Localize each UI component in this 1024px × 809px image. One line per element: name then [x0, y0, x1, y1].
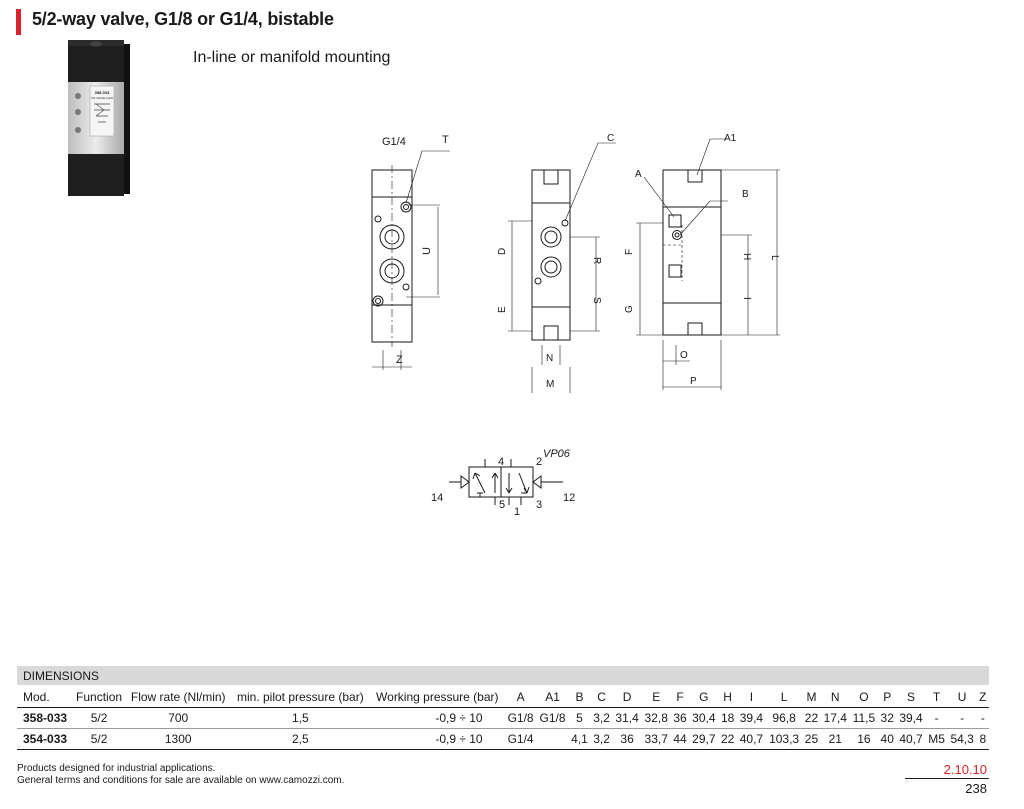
port-2: 2: [536, 456, 543, 468]
col-header: E: [652, 689, 661, 704]
label-r: R: [591, 257, 602, 265]
port-3: 3: [536, 499, 543, 511]
table-cell: 29,7: [692, 732, 716, 746]
label-h: H: [741, 253, 752, 261]
table-cell: 36: [620, 732, 634, 746]
dimensions-section: [17, 666, 989, 750]
col-header: Flow rate (Nl/min): [130, 689, 226, 704]
col-header: Function: [76, 689, 123, 704]
footer-note-line1: Products designed for industrial applications.: [17, 763, 216, 774]
col-header: S: [907, 689, 916, 704]
col-header: L: [780, 689, 788, 704]
col-header: A: [516, 689, 525, 704]
col-header: C: [597, 689, 606, 704]
table-cell: 358-033: [23, 711, 68, 725]
dimensions-table: [17, 686, 989, 750]
col-header: B: [575, 689, 584, 704]
table-row: [17, 729, 989, 750]
table-cell: 5/2: [90, 732, 108, 746]
table-cell: 700: [168, 711, 189, 725]
table-header-row: [17, 686, 989, 708]
valve-product-image: [60, 38, 140, 198]
col-header: Mod.: [23, 689, 50, 704]
label-n: N: [546, 353, 554, 364]
table-cell: 1,5: [292, 711, 309, 725]
section-reference: 2.10.10: [943, 762, 987, 777]
label-b: B: [742, 189, 749, 200]
table-row: [17, 708, 989, 729]
side-view: [508, 143, 616, 393]
table-cell: 17,4: [823, 711, 847, 725]
table-cell: 1300: [164, 732, 192, 746]
col-header: M: [806, 689, 817, 704]
col-header: I: [749, 689, 754, 704]
table-cell: 22: [720, 732, 735, 746]
label-t: T: [442, 134, 449, 146]
port-12: 12: [563, 492, 576, 504]
table-cell: -0,9 ÷ 10: [435, 711, 483, 725]
port-1: 1: [514, 506, 521, 518]
port-14: 14: [431, 492, 444, 504]
photo-label-desc: 5/2 VALVE G1/8: [91, 96, 113, 100]
label-o: O: [680, 350, 688, 361]
label-a: A: [635, 169, 642, 180]
port-4: 4: [498, 456, 505, 468]
col-header: D: [622, 689, 632, 704]
front-view: [372, 151, 450, 370]
table-cell: 54,3: [950, 732, 974, 746]
col-header: min. pilot pressure (bar): [236, 689, 364, 704]
table-cell: 40: [880, 732, 894, 746]
table-cell: 96,8: [772, 711, 796, 725]
footer-divider: [905, 778, 989, 779]
table-cell: 18: [720, 711, 735, 725]
table-cell: 8: [979, 732, 987, 746]
table-cell: 40,7: [739, 732, 764, 746]
table-cell: 36: [673, 711, 687, 725]
title-accent-bar: [16, 9, 21, 35]
page-title: 5/2-way valve, G1/8 or G1/4, bistable: [32, 9, 334, 29]
table-cell: 3,2: [593, 732, 610, 746]
col-header: P: [883, 689, 892, 704]
col-header: G: [699, 689, 709, 704]
col-header: U: [957, 689, 967, 704]
photo-label-model: 358-033: [94, 90, 110, 95]
table-cell: -0,9 ÷ 10: [435, 732, 483, 746]
col-header: H: [723, 689, 732, 704]
port-5: 5: [499, 499, 506, 511]
table-cell: 39,4: [899, 711, 923, 725]
table-cell: -: [980, 711, 985, 725]
table-cell: -: [960, 711, 965, 725]
col-header: N: [830, 689, 840, 704]
label-l: L: [769, 255, 780, 261]
table-cell: 44: [673, 732, 687, 746]
label-d: D: [497, 247, 508, 255]
table-cell: 5/2: [90, 711, 108, 725]
col-header: F: [676, 689, 684, 704]
label-s: S: [591, 297, 602, 304]
table-cell: [537, 729, 569, 750]
label-z: Z: [396, 354, 403, 366]
label-f: F: [624, 248, 635, 255]
table-cell: 354-033: [23, 732, 68, 746]
label-g14: G1/4: [382, 136, 406, 148]
table-cell: M5: [928, 732, 945, 746]
table-cell: 40,7: [899, 732, 923, 746]
table-cell: G1/4: [507, 732, 534, 746]
table-cell: 39,4: [739, 711, 764, 725]
table-cell: 21: [828, 732, 842, 746]
table-cell: 32,8: [644, 711, 668, 725]
footer-note-line2: General terms and conditions for sale are available on www.camozzi.com.: [17, 775, 345, 786]
table-cell: 31,4: [615, 711, 639, 725]
label-c: C: [607, 133, 615, 144]
table-cell: 30,4: [692, 711, 716, 725]
table-cell: -: [934, 711, 939, 725]
symbol-code: VP06: [543, 448, 570, 460]
label-i: I: [741, 297, 752, 300]
valve-symbol: [425, 445, 595, 520]
table-cell: 5: [576, 711, 583, 725]
page-number: 238: [965, 781, 987, 796]
table-cell: 33,7: [644, 732, 668, 746]
label-p: P: [690, 376, 697, 387]
label-e: E: [497, 306, 508, 313]
table-cell: 2,5: [292, 732, 309, 746]
page-subtitle: In-line or manifold mounting: [193, 49, 391, 66]
table-cell: 103,3: [769, 732, 800, 746]
label-g: G: [624, 305, 635, 313]
table-cell: 22: [804, 711, 819, 725]
table-cell: 4,1: [571, 732, 588, 746]
label-m: M: [546, 379, 555, 390]
table-cell: 3,2: [593, 711, 610, 725]
label-a1: A1: [724, 133, 737, 144]
col-header: A1: [545, 689, 560, 704]
table-cell: 32: [880, 711, 894, 725]
dimension-drawings: [360, 125, 800, 395]
table-cell: 11,5: [852, 711, 876, 725]
col-header: O: [859, 689, 869, 704]
table-cell: G1/8: [539, 711, 566, 725]
col-header: Working pressure (bar): [376, 689, 499, 704]
col-header: Z: [979, 689, 987, 704]
table-cell: 16: [857, 732, 871, 746]
table-cell: 25: [804, 732, 819, 746]
footer-note: [17, 763, 344, 787]
label-u: U: [421, 247, 433, 255]
col-header: T: [932, 689, 941, 704]
dimensions-title: DIMENSIONS: [17, 666, 989, 685]
end-view: [636, 139, 780, 390]
table-cell: G1/8: [507, 711, 534, 725]
